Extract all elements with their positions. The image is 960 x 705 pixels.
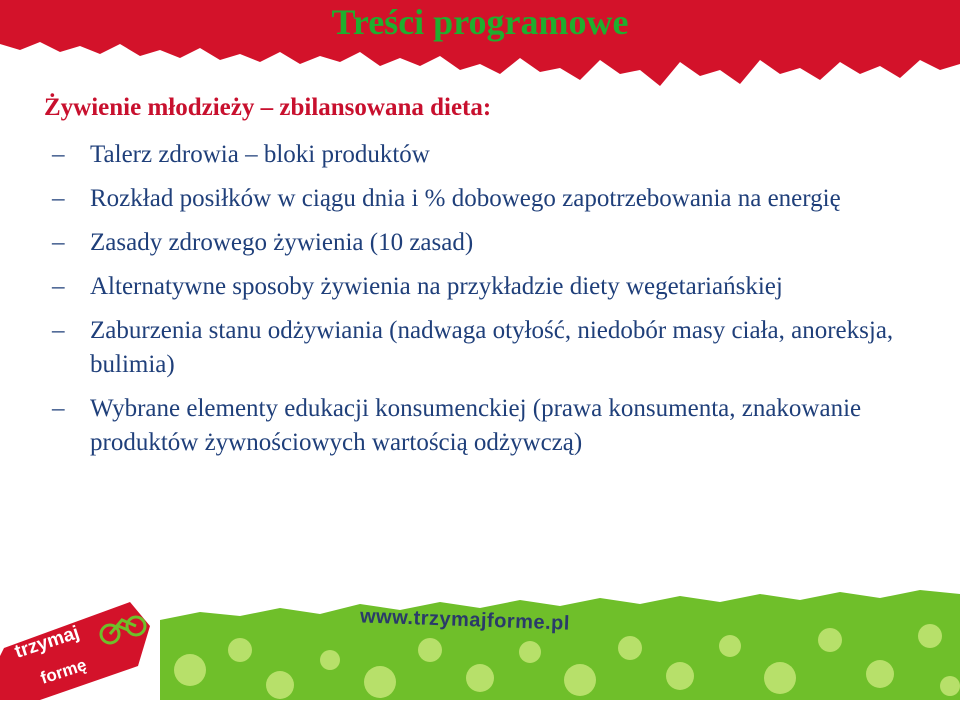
dash-bullet: – xyxy=(52,395,65,422)
list-item xyxy=(52,392,932,460)
dash-bullet: – xyxy=(52,141,65,168)
website-url: www.trzymajforme.pl xyxy=(359,605,571,635)
list-item-text: Zaburzenia stanu odżywiania (nadwaga otyłość, niedobór masy ciała, anoreksja, bulimia) xyxy=(90,317,894,378)
list-item-text: Talerz zdrowia – bloki produktów xyxy=(90,141,430,168)
section-heading: Żywienie młodzieży – zbilansowana dieta: xyxy=(44,94,492,121)
list-item-text: Wybrane elementy edukacji konsumenckiej (prawa konsumenta, znakowanie produktów żywnościowych wartością odżywczą) xyxy=(90,395,862,456)
list-item-text: Rozkład posiłków w ciągu dnia i % dobowego zapotrzebowania na energię xyxy=(90,185,841,212)
list-item-text: Alternatywne sposoby żywienia na przykładzie diety wegetariańskiej xyxy=(90,273,783,300)
list-item xyxy=(52,182,932,216)
list-item xyxy=(52,314,932,382)
dash-bullet: – xyxy=(52,185,65,212)
list-item-text: Zasady zdrowego żywienia (10 zasad) xyxy=(90,229,474,256)
dash-bullet: – xyxy=(52,229,65,256)
slide-title: Treści programowe xyxy=(331,2,629,42)
list-item xyxy=(52,138,932,172)
dash-bullet: – xyxy=(52,273,65,300)
logo-text-line1: trzymaj xyxy=(12,622,82,663)
logo-text-line2: formę xyxy=(38,655,89,688)
list-item xyxy=(52,270,932,304)
topic-list xyxy=(52,138,932,470)
list-item xyxy=(52,226,932,260)
dash-bullet: – xyxy=(52,317,65,344)
